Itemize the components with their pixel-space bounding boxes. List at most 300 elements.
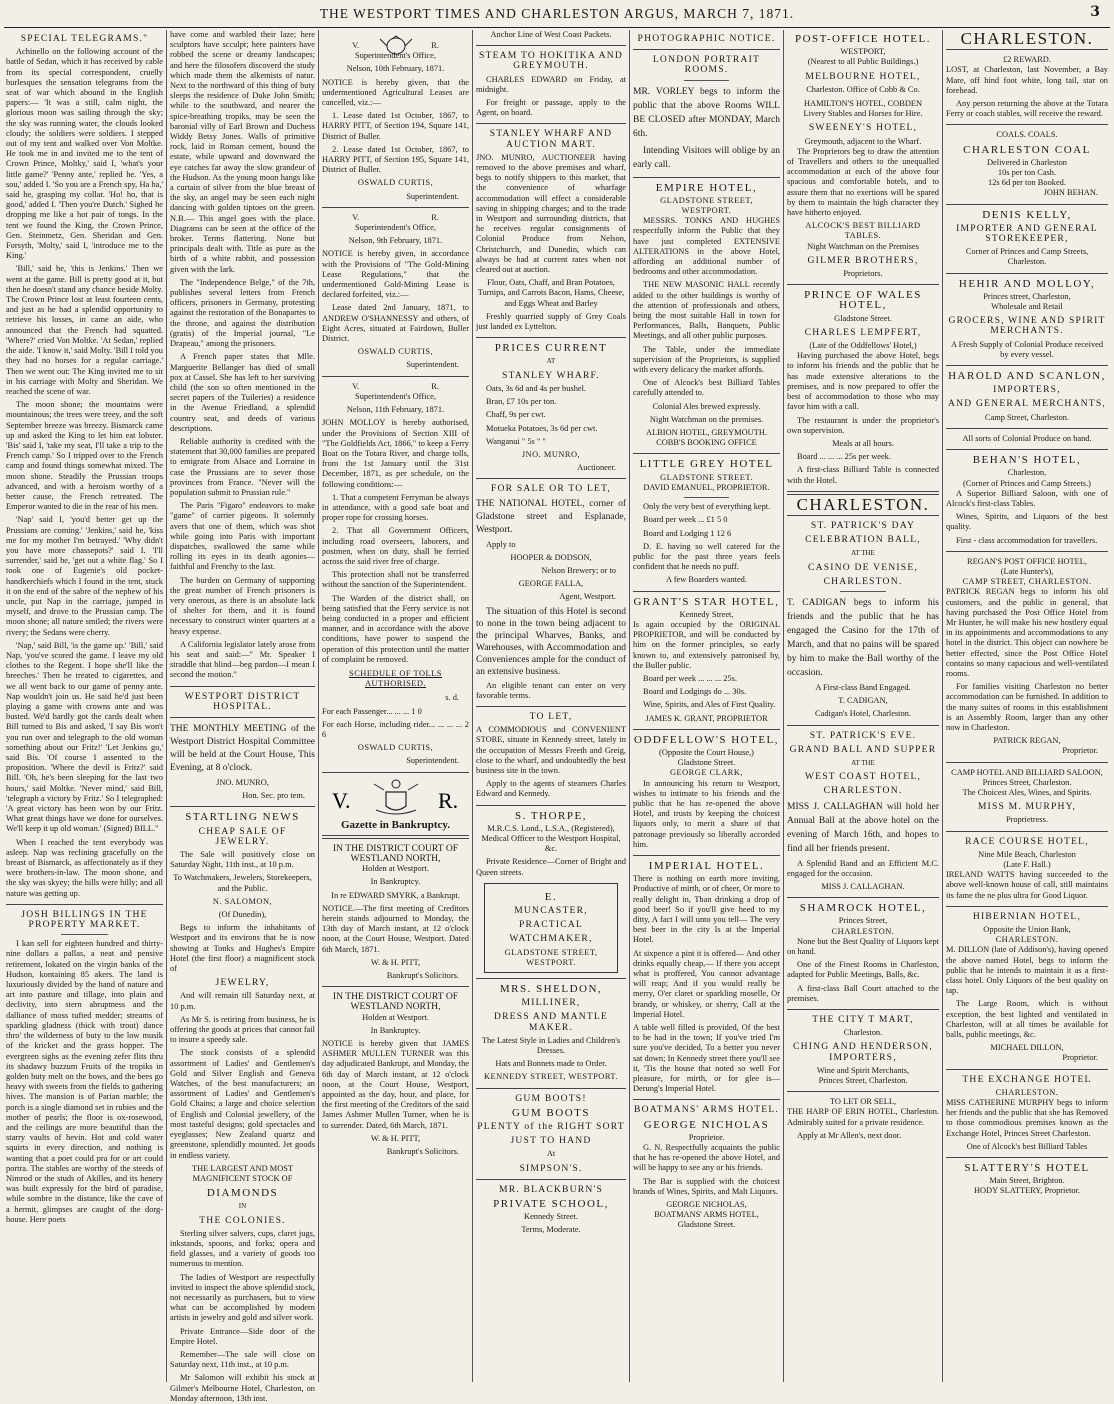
price-row: Board per week ... £1 5 0: [643, 515, 728, 525]
toll-row: For each Passenger... ... ... 1 0: [322, 706, 422, 716]
notice-office: Superintendent's Office,: [355, 223, 436, 233]
ad-text: Nine Mile Beach, Charleston: [978, 849, 1076, 859]
ad-name: N. SALOMON,: [212, 896, 273, 906]
notice-date: Nelson, 9th February, 1871.: [348, 236, 443, 246]
price-row: Chaff, 9s per cwt.: [486, 410, 546, 420]
ad-heading: HAMILTON'S HOTEL, COBDEN: [803, 99, 923, 109]
notice-office: Superintendent's Office,: [355, 391, 436, 401]
ad-text: Only the very best of everything kept.: [643, 502, 771, 512]
divider: [684, 497, 728, 498]
ad-heading: IMPERIAL HOTEL.: [648, 859, 765, 872]
ad-signature: Proprietor.: [1062, 1053, 1098, 1063]
masthead: [0, 0, 1114, 26]
poem-stanza: There is nothing on earth more inviting, Productive of mirth, or of cheer, Or more to really delight in, Than drinking a drop of good beer! So if you'll give heed to my ditty, A fact I will unto you tell— The very best beer in the city Is at the Imperial Hotel.: [633, 874, 780, 945]
ad-signature: Cadigan's Hotel, Charleston.: [815, 709, 911, 719]
ad-heading: TO LET,: [529, 710, 573, 722]
ad-text: The Latest Style in Ladies and Children's Dresses.: [481, 1035, 621, 1056]
ad-heading: RACE COURSE HOTEL,: [965, 835, 1089, 847]
ad-text: DAVID EMANUEL, PROPRIETOR.: [643, 482, 770, 492]
ad-text: ALCOCK'S BEST BILLIARD TABLES.: [805, 221, 921, 241]
ad-text: Camp Street, Charleston.: [984, 412, 1070, 422]
ad-text: The restaurant is under the proprietor's own supervision.: [787, 415, 939, 435]
article-heading: JOSH BILLINGS IN THE PROPERTY MARKET.: [21, 908, 148, 931]
ad-text: A first-class Ball Court attached to the premises.: [787, 983, 939, 1003]
ad-text: For families visiting Charleston no better accommodation can be furnished. In addition to the many suites of rooms in this establishment is an Assembly Room, larger than any other now in Charleston.: [946, 682, 1108, 732]
ad-text: ALBION HOTEL, GREYMOUTH.: [646, 428, 767, 438]
ad-text: WESTPORT,: [840, 47, 886, 57]
ad-text: (Nearest to all Public Buildings.): [807, 57, 919, 67]
ad-text: Gladstone Street.: [677, 758, 736, 768]
ad-heading: DRESS AND MANTLE MAKER.: [493, 1011, 609, 1033]
ad-text: THE NATIONAL HOTEL, corner of Gladstone street and Esplanade, Westport.: [476, 498, 626, 535]
column-rule: [166, 30, 167, 1382]
ad-text: And will remain till Saturday next, at 10 p.m.: [170, 991, 315, 1011]
ad-text: A first-class Billiard Table is connected with the Hotel.: [787, 465, 939, 485]
ad-heading: GEORGE NICHOLAS: [643, 1118, 770, 1131]
ad-text: LOST, at Charleston, last November, a Bay Mare, off hind foot white, long tail, star on forehead.: [946, 65, 1108, 95]
ad-text: THE HARP OF ERIN HOTEL, Charleston. Admirably suited for a private residence.: [787, 1107, 939, 1127]
price-row: Board and Lodging 1 12 6: [643, 528, 732, 538]
article-paragraph: 'Bill,' said he, 'this is Jenkins.' Then we went at the game. Bill is pretty good at it, but then he doesn't stand any chance beside Molty. The Crown Prince lost at least fourteen cents, and just as he had a splendid opportunity to retrieve his losses, in came an aide, who announced that the French had squatted. 'Where?' cried Von Moltke. 'At Sedan,' replied the aide. 'I know it,' said Molty. 'Bill I told you they had no horses for a regular carriage.' Then we went out: The King invited me to sit in his carriage with Molty and Sheridan. We reached the scene of war.: [6, 264, 163, 396]
ad-text: HOOPER & DODSON,: [510, 552, 592, 562]
ad-heading: LONDON PORTRAIT ROOMS.: [652, 54, 761, 76]
ad-heading: GRANT'S STAR HOTEL,: [633, 595, 780, 608]
ad-text: Kennedy Street,: [679, 609, 734, 619]
divider: [787, 725, 939, 726]
masthead-rule: [4, 27, 1110, 28]
ad-text: CHARLESTON.: [995, 1087, 1059, 1097]
ad-text: T. CADIGAN begs to inform his friends and the public that he has engaged the Casino for the 17th of March, and that no pains will be spared by him to make the Ball worthy of the occasion.: [787, 597, 939, 678]
ad-heading: CHARLES LEMPFERT,: [804, 326, 922, 338]
ad-heading: PLENTY of the RIGHT SORT: [477, 1121, 625, 1133]
toll-row: For each Horse, including rider... ... ... ... 2 6: [322, 719, 469, 739]
column-rule: [472, 30, 473, 1382]
ad-signature: HODY SLATTERY, Proprietor.: [973, 1186, 1081, 1196]
court-text: In re EDWARD SMYRK, a Bankrupt.: [331, 890, 460, 900]
ad-heading: TO LET OR SELL,: [829, 1097, 897, 1107]
ad-text: THE MONTHLY MEETING of the Westport District Hospital Committee will be held at the Court House, This Evening, at 8 o'clock.: [170, 724, 315, 773]
ad-text: Night Watchman on the premises.: [649, 414, 764, 424]
ad-heading: ST. PATRICK'S DAY: [810, 519, 916, 531]
ad-text: (Late of the Oddfellows' Hotel,): [809, 341, 917, 351]
ad-text: The Choicest Ales, Wines, and Spirits.: [962, 787, 1092, 797]
ad-text: An eligible tenant can enter on very favorable terms.: [476, 680, 626, 700]
ad-heading: WATCHMAKER,: [509, 933, 593, 945]
ad-text: As Mr S. is retiring from business, he is offering the goods at prices that cannot fail to insure a speedy sale.: [170, 1014, 315, 1045]
ad-heading: £2 REWARD.: [1003, 55, 1051, 65]
ad-text: The Table, under the immediate supervision of the Proprietors, is supplied with every delicacy the market affords.: [633, 344, 780, 375]
notice-signature: Superintendent.: [406, 756, 459, 766]
ad-heading: HIBERNIAN HOTEL,: [972, 910, 1082, 922]
ad-text: The Proprietors beg to draw the attention of Travellers and others to the unequalled accommodation at each of the above four spacious and comfortable hotels, and to assure them that no exertions will be spared by them to maintain the high character they have hitherto enjoyed.: [787, 146, 939, 218]
ad-text: Kennedy Street.: [524, 1212, 578, 1222]
ad-heading: SWEENEY'S HOTEL,: [808, 122, 918, 134]
ad-heading: CAMP HOTEL AND BILLIARD SALOON,: [951, 767, 1103, 777]
divider: [946, 831, 1108, 832]
ad-text: To Watchmakers, Jewelers, Storekeepers, and the Public.: [173, 873, 312, 893]
notice-text: This protection shall not be transferred without the sanction of the Superintendent.: [322, 570, 469, 590]
ad-text: JNO. MUNRO, AUCTIONEER having removed to the above premises and wharf, begs to notify shippers to this market, that the convenience of wharfage accommodation will effect a considerable saving in shipping charges; and to the trade in Westport and surrounding districts, that he receives regular consignments of Colonial Produce from Nelson, Christchurch, and Dunedin, which can always be had at current rates when not cleared out at auction.: [476, 152, 626, 275]
court-signature: Bankrupt's Solicitors.: [386, 971, 459, 981]
ad-text: Having purchased the above Hotel, begs to inform his friends and the public that he has made extensive alterations to the premises, and is now prepared to offer the best of accommodation to those who may favor him with a call.: [787, 351, 939, 412]
article-paragraph: 'Nap' said I, 'you'd better get up the Prussians are coming.' 'Jenkins,' said he, 'kiss me for my mother I'm betrayed.' 'Why didn't you have more chassepots?' said I. 'I'll surrender,' said he, 'get out a white flag.' So I took one of Eugenie's old pocket-handkerchiefs which I found in the tent, stuck it on the end of the sabre of the nephew of his uncle, put Nap in the carriage, jumped in myself, and drove to the Prussian camp. The moon shone; all nature smiled; the rivers were rivery; the Sedans were cherry.: [6, 515, 163, 637]
poem-stanza: A table well filled is provided, Of the best to be had in the town; If you've tried I'm sure you've decided, To a better you never sat down; In Kennedy street there you'll see it, 'Tis the house that noted so well For pleasure, for mirth, or for glee is— Derung's Imperial Hotel.: [633, 1023, 780, 1094]
ad-signature: Gladstone Street.: [677, 1220, 736, 1230]
divider: [840, 591, 886, 592]
divider: [946, 428, 1108, 429]
ad-heading: CHEAP SALE OF JEWELRY.: [198, 825, 287, 847]
ad-text: IN: [238, 1202, 247, 1211]
ad-heading: PRACTICAL: [518, 919, 584, 931]
price-row: Board per week ... ... ... 25s.: [643, 673, 737, 683]
ad-heading: FOR SALE OR TO LET,: [490, 483, 612, 495]
ad-text: A few Boarders wanted.: [666, 575, 747, 585]
divider: [633, 177, 780, 178]
ad-text: Nelson Brewery; or to: [541, 565, 616, 575]
ad-heading: CELEBRATION BALL,: [805, 534, 921, 546]
divider: [6, 904, 163, 905]
price-row: Wanganui " 5s " ": [486, 436, 546, 446]
notice-item: 1. Lease dated 1st October, 1867, to HARRY PITT, of Section 194, Square 141, District of Buller.: [322, 111, 469, 141]
ad-text: GLADSTONE STREET,: [660, 195, 753, 205]
court-heading: IN THE DISTRICT COURT OF WESTLAND NORTH,: [332, 991, 459, 1013]
ad-heading: COALS. COALS.: [996, 130, 1058, 140]
tolls-units: s. d.: [445, 693, 459, 703]
article-heading: SPECIAL TELEGRAMS.": [20, 33, 149, 44]
divider: [787, 284, 939, 285]
divider: [946, 204, 1108, 205]
article-paragraph: Achinello on the following account of the battle of Sedan, which it has received by cable from its special correspondent, cruelly burlesques the sensation telegrams from the seat of war which abound in the English papers:— 'It was a still, calm night, the glorious moon was sailing through the sky; the sky was running water, the clouds looked cloudy; the soldiers were soldiers. I stepped out of my tent and walked over Von Moltke. He took me in and invited me to the tent of Crown Prince, Moltky,' said I, 'what's your little game?' 'Penny ante,' replied he. 'Yes, a sou,' added I. 'So you are a French spy, Ha ha,' said he, grasping my collar. 'Ho! ho, that is good,' added I. 'Then you're Dutch.' Sighed he dropping me like a hot pair of tongs. In the tent we found the King, the Crown Prince, Gen. Steinmetz, Gen. Sheridan and Gen. Forsyth, 'Molty,' said I, 'introduce me to the King.': [6, 47, 163, 261]
ad-text: Colonial Ales brewed expressly.: [652, 401, 761, 411]
price-row: Board ... ... ... 25s per week.: [797, 452, 891, 462]
ad-text: Sterling silver salvers, cups, claret jugs, inkstands, spoons, and forks; opera and field glasses, and a variety of goods too numerous to mention.: [170, 1228, 315, 1269]
ad-text: MISS CATHERINE MURPHY begs to inform her friends and the public that she has Removed to those commodious premises known as the Exchange Hotel, Princes Street Charleston.: [946, 1098, 1108, 1138]
ad-text: Private Entrance—Side door of the Empire Hotel.: [170, 1326, 315, 1346]
notice-date: Nelson, 11th February, 1871.: [346, 405, 445, 415]
ad-text: Opposite the Union Bank,: [983, 925, 1071, 935]
ad-text: COBB'S BOOKING OFFICE: [656, 438, 757, 448]
ad-text: The Large Room, which is without exception, the best lighted and ventilated in Charleston, will at all times be available for balls, public meetings, &c.: [946, 999, 1108, 1040]
notice-signature: OSWALD CURTIS,: [357, 743, 434, 753]
ad-heading: AND GENERAL MERCHANTS,: [948, 398, 1106, 410]
ad-heading: MILLINER,: [521, 997, 581, 1009]
ad-text: A First-class Band Engaged.: [815, 682, 911, 692]
ad-heading: WESTPORT DISTRICT HOSPITAL.: [184, 690, 301, 712]
ad-text: Princes street, Charleston,: [983, 291, 1071, 301]
ad-signature: GEORGE NICHOLAS,: [666, 1200, 747, 1210]
ad-text: Hats and Bonnets made to Order.: [495, 1059, 607, 1069]
notice-signature: OSWALD CURTIS,: [357, 347, 434, 357]
divider: [684, 80, 728, 81]
divider: [946, 273, 1108, 274]
divider: [476, 478, 626, 479]
ad-heading: LITTLE GREY HOTEL: [639, 458, 774, 471]
ad-text: (Opposite the Court House,): [659, 747, 754, 757]
ad-text: Princes Street, Charleston.: [818, 1076, 908, 1086]
court-signature: W. & H. PITT,: [370, 957, 421, 967]
ad-heading: CHARLESTON.: [823, 575, 903, 587]
ad-signature: JNO. MUNRO,: [216, 778, 269, 787]
ad-text: One of Alcock's best Billiard Tables: [966, 1141, 1088, 1151]
ad-text: Wines, Spirits, and Liquors of the best quality.: [946, 512, 1108, 532]
ad-text: Princes Street,: [838, 916, 888, 926]
notice-text: NOTICE is hereby given, in accordance with the Provisions of "The Gold-Mining Lease Regulations," that the undermentioned Gold-Mining Lease is declared forfeited, viz.:—: [322, 249, 469, 300]
ad-signature: MICHAEL DILLON,: [990, 1043, 1064, 1053]
ad-heading: MELBOURNE HOTEL,: [805, 70, 921, 82]
column-7: [946, 30, 1108, 1382]
ad-text: CAMP STREET, CHARLESTON.: [962, 577, 1092, 587]
ad-heading: DIAMONDS: [206, 1187, 279, 1200]
ad-text: D. E. having so well catered for the public for the past three years feels confident that he needs no puff.: [633, 541, 780, 572]
notice-date: Nelson, 10th February, 1871.: [346, 64, 445, 74]
ad-text: KENNEDY STREET, WESTPORT.: [483, 1072, 619, 1082]
divider: [633, 1099, 780, 1100]
ad-heading: WEST COAST HOTEL,: [804, 771, 922, 783]
ad-text: A Fresh Supply of Colonial Produce received by every vessel.: [950, 339, 1104, 359]
poem-stanza: At sixpence a pint it is offered— And other drinks equally cheap,— If there you accept what is proffered, You cannot advantage will reap; And if you would really be merry, O'er claret or sparkling moselle, Or brandy, or whiskey, or sherry, Call at the Imperial Hotel.: [633, 948, 780, 1019]
divider: [476, 1179, 626, 1180]
ad-text: Princes Street, Charleston.: [982, 777, 1072, 787]
court-heading: IN THE DISTRICT COURT OF WESTLAND NORTH,: [332, 842, 459, 864]
ad-text: Flour, Oats, Chaff, and Bran Potatoes, Turnips, and Carrots Bacon, Hams, Cheese, and Eggs Wheat and Barley: [477, 278, 625, 308]
ad-text: AT THE: [851, 549, 875, 558]
ad-text: Wine and Spirit Merchants,: [816, 1065, 910, 1075]
ad-text: MESSRS. TONKS AND HUGHES respectfully inform the Public that they have just completed EXTENSIVE ALTERATIONS in the above Hotel, affording an additional number of bedrooms and other accommodation.: [633, 216, 780, 277]
divider: [787, 1091, 939, 1092]
divider: [787, 515, 939, 516]
ad-text: WESTPORT.: [526, 957, 576, 967]
column-rule: [942, 30, 943, 1382]
ad-text: 10s per ton Cash.: [997, 168, 1057, 178]
ad-text: (Late Hunter's),: [1000, 566, 1054, 576]
notice-signature: Superintendent.: [406, 191, 459, 201]
ad-text: In announcing his return to Westport, wishes to intimate to his friends and the public that he has re-opened the above Hotel, and trusts by keeping the choicest liquors only, to merit a share of that patronage previously so liberally accorded him.: [633, 778, 780, 849]
ad-text: The situation of this Hotel is second to none in the town being adjacent to the principal Wharves, Banks, and Warehouses, with Accommodation and Conveniences ample for the conduct of an extensive business.: [476, 606, 626, 677]
watchmaker-ad-box: [484, 883, 618, 973]
ad-text: THE NEW MASONIC HALL recently added to the other buildings is worthy of the attention of professionals and others, being the most suitable Hall in town for Performances, Balls, Banquets, Public Meetings, and all other public purposes.: [633, 280, 780, 341]
ad-text: At: [546, 1149, 556, 1159]
divider: [476, 805, 626, 806]
ad-text: None but the Best Quality of Liquors kept on hand.: [787, 936, 939, 956]
ad-text: Remember—The sale will close on Saturday next, 11th inst., at 10 p.m.: [170, 1349, 315, 1370]
ad-heading: BOATMANS' ARMS HOTEL.: [634, 1104, 779, 1116]
ad-text: Freshly quarried supply of Grey Coals just landed ex Lyttelton.: [476, 311, 626, 332]
ad-text: Terms, Moderate.: [521, 1225, 581, 1235]
ad-text: Proprietor.: [688, 1132, 725, 1142]
ad-text: A COMMODIOUS and CONVENIENT STORE, situate in Kennedy street, lately in the occupation of Messrs Freeth and Greig, close to the wharf, and undoubtedly the best business site in the town.: [476, 725, 626, 775]
ad-text: M. DILLON (late of Addison's), having opened the above named Hotel, begs to inform the public that he intends to maintain it as a first-class hotel. Only Liquors of the best quality on tap.: [946, 945, 1108, 996]
article-paragraph: A California legislator lately arose from his seat and said:—" Mr. Speaker I straddle that blind—beg pardon—I mean I second the motion.": [170, 639, 315, 680]
ad-heading: IMPORTER AND GENERAL STOREKEEPER,: [956, 222, 1098, 245]
ad-heading: JEWELRY,: [215, 977, 270, 989]
divider: [633, 453, 780, 454]
ad-heading: STEAM TO HOKITIKA AND GREYMOUTH.: [479, 50, 623, 72]
ad-heading: EMPIRE HOTEL,: [655, 181, 758, 194]
divider: [946, 365, 1108, 366]
ad-text: Delivered in Charleston: [986, 157, 1067, 167]
ad-heading: BEHAN'S HOTEL,: [972, 454, 1082, 467]
divider: [476, 978, 626, 979]
article-paragraph: have come and warbled their laze; here sculptors have scculpt; here painters have robbed the scene or dreamy landscapes; and here the filosofers discoverd the study which made them the alkemists of natur. Next to the northward of this thing of buty sleeps the residence of Duke John Smith; while to the southward, and nearer the spice-breathing tropiks, may be seen the baronial villy of Earl Brown and Duchess Widdy Betsy Jones. Walls of primitive rock, laid in Roman cement, bound the estate, while upward and downward the eye catches far away the slow grandeur of the Hudson. As the young moon hangs like a curtain of silver from the blue breast of the sky, an angel may be seen each night dancing with golden tiptoes on the green. N.B.— This angel goes with the place. Diagrams can be seen at the office of the broker. Terms flattering. None but principals dealt with. Title as pure as the birth of a white rabbit, and possession given with the lark.: [170, 30, 315, 274]
notice-item: 2. That all Government Officers, including road overseers, laborers, and postmen, when on duty, shall be ferried across the said river free of charge.: [322, 526, 469, 566]
ad-text: (Of Dunedin),: [218, 910, 267, 920]
notice-signature: Superintendent.: [406, 360, 459, 370]
ad-text: PATRICK REGAN begs to inform his old customers, and the public in general, that having purchased the Post Office Hotel from Mr Hunter, he will make his new hostlery equal in its appointments and accommodations to any hotel in the district. This object can nowhere be better effected, since the Post Office Hotel contains so many capacious and well-ventilated rooms.: [946, 587, 1108, 678]
column-3: [322, 30, 469, 1382]
ad-text: Any person returning the above at the Totara Ferry or coach stables, will receive the reward.: [946, 99, 1108, 119]
ad-text: Apply at Mr Allen's, next door.: [797, 1130, 902, 1140]
article-paragraph: The "Independence Belge," of the 7th, publishes several letters from French officers, prisoners in Germany, protesting against the restoration of the Bonapartes to the throne, and against the distribution (gratis) of the Imperial journal, "Le Drapeau," among the prisoners.: [170, 277, 315, 349]
divider: [476, 123, 626, 124]
notice-text: The Warden of the district shall, on being satisfied that the Ferry service is not being conducted in a proper and efficient manner, and in accordance with the above conditions, have power to suspend the operation of this protection until the matter of complaint be removed.: [322, 593, 469, 664]
ad-heading: DENIS KELLY,: [982, 208, 1072, 221]
ad-heading: PRIVATE SCHOOL,: [493, 1198, 609, 1211]
ad-text: Gladstone Street.: [834, 313, 892, 323]
column-rule: [318, 30, 319, 1382]
divider: [946, 1069, 1108, 1070]
court-signature: W. & H. PITT,: [370, 1133, 421, 1143]
court-text: Holden at Westport.: [362, 864, 429, 874]
ad-text: A Splendid Band and an Efficient M.C. engaged for the occasion.: [787, 858, 939, 878]
article-paragraph: The Paris "Figaro" endeavors to make "game" of carrier pigeons. It solemnly avers that one of them, which was shot while going into Paris with important dispatches, swallowed the same while rolling its eyes in its death agonies—faithful and Frenchy to the last.: [170, 501, 315, 572]
divider: [633, 49, 780, 50]
ad-heading: PHOTOGRAPHIC NOTICE.: [637, 33, 776, 44]
divider: [476, 1088, 626, 1089]
ad-heading: GILMER BROTHERS,: [807, 254, 919, 266]
ad-text: Agent, Westport.: [559, 592, 616, 602]
ad-heading: HEHIR AND MOLLOY,: [958, 277, 1096, 290]
ad-heading: SHAMROCK HOTEL,: [799, 902, 927, 915]
ad-signature: Proprietor.: [1062, 746, 1098, 756]
ad-heading: PRINCE OF WALES HOTEL,: [804, 289, 922, 312]
ad-text: (Late F. Hall.): [1003, 860, 1051, 869]
vr-monogram: V. R.: [352, 212, 439, 222]
court-text: In Bankruptcy.: [370, 1025, 421, 1035]
divider: [170, 806, 315, 807]
svg-text:R.: R.: [437, 787, 458, 813]
section-heading: CHARLESTON.: [960, 29, 1094, 48]
ad-signature: JAMES K. GRANT, PROPRIETOR: [645, 713, 768, 723]
ad-heading: REGAN'S POST OFFICE HOTEL,: [966, 556, 1087, 566]
ad-text: Greymouth, adjacent to the Wharf.: [804, 136, 922, 146]
ad-text: Charleston.: [843, 1028, 883, 1038]
court-text: NOTICE is hereby given that JAMES ASHMER MULLEN TURNER was this day adjudicated Bankrupt, and Monday, the 6th day of March instant, at 12 o'clock noon, at the Court House, Westport, appointed as the day, hour, and place, for the first meeting of the Creditors of the said James Ashmer Mullen Turner, when he is to surrender. Dated, 6th March, 1871.: [322, 1039, 469, 1130]
ad-text: AT THE: [851, 758, 875, 767]
court-text: Holden at Westport.: [362, 1012, 429, 1022]
divider: [476, 706, 626, 707]
ad-heading: THE EXCHANGE HOTEL: [962, 1073, 1092, 1085]
column-6: [787, 30, 939, 1382]
ad-heading: STANLEY WHARF.: [502, 369, 600, 381]
ad-text: Charleston,: [1007, 468, 1047, 478]
divider: [633, 591, 780, 592]
ad-text: MR. VORLEY begs to inform the public that the above Rooms WILL BE CLOSED after MONDAY, March 6th.: [633, 86, 780, 139]
ad-heading: THE COLONIES.: [199, 1214, 286, 1226]
ad-text: AT: [546, 357, 556, 366]
divider: [946, 124, 1108, 125]
ad-signature: BOATMANS' ARMS HOTEL,: [654, 1210, 759, 1220]
ad-text: The Sale will positively close on Saturday Night, 11th inst., at 10 p.m.: [170, 850, 315, 870]
ad-text: Anchor Line of West Coast Packets.: [490, 30, 612, 39]
section-heading: CHARLESTON.: [796, 494, 930, 514]
notice-office: Superintendent's Office,: [355, 51, 436, 61]
article-paragraph: 'Nap,' said Bill, 'is the game up.' 'Bill,' said Nap, 'you've scored the game. I leave my old clothes to the Regent. I hope she'll like the breeches.' Then he treated to cigarettes, and we all went back to our game of penny ante. Nap wouldn't join us. He said he'd just been playing a game with crowns ante and was busted. We'd hardly got the cards dealt when Bill turned to Bis and asked, 'I say Bis won't you run over and telegraph to the old woman something about our Fritz!' 'Let Jenkins go,' said Bis. 'Of course I assented to the proposition. 'Where the devil is Fritz?' said Bill. 'Oh, he's been sleeping for the last two hours,' said Moltke. 'Never mind,' said Bill, 'telegraph a victory by Fritz.' So I telegraphed: 'A great victory has been won by our Fritz. What great things have we done for ourselves. We'll keep it up old woman.' (Signed) BILL.": [6, 640, 163, 834]
ad-text: GEORGE FALLA,: [518, 579, 584, 589]
ad-text: WESTPORT.: [681, 206, 732, 216]
divider: [946, 906, 1108, 907]
ad-text: M.R.C.S. Lond., L.S.A., (Registered), Medical Officer to the Westport Hospital, &c.: [481, 823, 621, 854]
ad-heading: SIMPSON'S.: [519, 1162, 583, 1174]
divider: [633, 855, 780, 856]
ad-text: The Bar is supplied with the choicest brands of Wines, Spirits, and Malt Liquors.: [633, 1176, 780, 1196]
ad-text: Charleston. Office of Cobb & Co.: [806, 84, 920, 94]
notice-text: NOTICE is hereby given, that the undermentioned Agricultural Leases are cancelled, viz.:—: [322, 77, 469, 108]
ad-signature: Hon. Sec. pro tem.: [242, 791, 305, 801]
ad-text: Wine, Spirits, and Ales of First Quality.: [643, 700, 776, 710]
ad-heading: MR. BLACKBURN'S: [499, 1183, 603, 1195]
ad-heading: MISS M. MURPHY,: [977, 801, 1077, 813]
ad-text: Meals at all hours.: [832, 438, 894, 448]
ad-text: GLADSTONE STREET,: [504, 947, 598, 957]
divider: [476, 337, 626, 338]
price-row: Motueka Potatoes, 3s 6d per cwt.: [486, 423, 598, 433]
notice-item: Lease dated 2nd January, 1871, to ANDREW O'SHANNESSY and others, of Eight Acres, situated at Fairdown, Buller District.: [322, 303, 469, 344]
ad-text: G. N. Respectfully acquaints the public that he has re-opened the above Hotel, and will be happy to see any or his friends.: [633, 1143, 780, 1173]
column-5: [633, 30, 780, 1382]
ad-signature: Auctioneer.: [577, 463, 616, 473]
ad-text: CHARLESTON.: [831, 926, 895, 936]
column-rule: [783, 30, 784, 1382]
tolls-heading: SCHEDULE OF TOLLS AUTHORISED.: [349, 668, 442, 689]
ad-heading: CHING AND HENDERSON, IMPORTERS,: [793, 1041, 933, 1063]
divider: [787, 897, 939, 898]
divider: [322, 376, 469, 377]
ad-heading: GROCERS, WINE AND SPIRIT MERCHANTS.: [948, 315, 1106, 337]
ad-text: CHARLES EDWARD on Friday, at midnight.: [476, 74, 626, 94]
divider: [946, 762, 1108, 763]
ad-heading: CHARLESTON.: [823, 785, 903, 797]
price-row: Oats, 3s 6d and 4s per bushel.: [486, 383, 587, 393]
ad-text: One of the Finest Rooms in Charleston, adapted for Public Meetings, Balls, &c.: [787, 960, 939, 980]
divider: [322, 207, 469, 208]
ad-heading: STANLEY WHARF AND AUCTION MART.: [489, 128, 613, 150]
ad-text: Apply to the agents of steamers Charles Edward and Kennedy.: [476, 779, 626, 799]
vr-monogram: V. R.: [352, 381, 439, 391]
article-paragraph: When I reached the tent everybody was asleep. Nap was reclining gracefully on the breast of Bismarck, as affectionately as if they were brothers-in-law. The moon shone, and the sky was skyey; the hills were hilly; and all nature was getting up.: [6, 837, 163, 898]
ad-heading: THE LARGEST AND MOST MAGNIFICENT STOCK OF: [191, 1163, 294, 1183]
divider: [946, 551, 1108, 552]
ad-heading: ST. PATRICK'S EVE.: [809, 729, 917, 741]
ad-heading: THE CITY T MART,: [812, 1014, 914, 1025]
divider: [322, 835, 469, 839]
ad-text: Apply to: [486, 539, 516, 549]
ad-text: Mr Salomon will exhibit his stock at Gilmer's Melbourne Hotel, Charleston, on Monday afternoon, 13th inst.: [170, 1373, 315, 1403]
ad-signature: T. CADIGAN,: [838, 696, 888, 706]
ad-text: IRELAND WATTS having succeeded to the above well-known house of call, still maintains its fame the ne plus ultra for Good Liquor.: [946, 870, 1108, 900]
column-4: [476, 30, 626, 1382]
ad-text: Livery Stables and Horses for Hire.: [803, 109, 923, 119]
ad-heading: MRS. SHELDON,: [499, 983, 603, 995]
column-1: [6, 30, 163, 1382]
divider: [946, 1157, 1108, 1158]
vr-monogram: V. R.: [352, 41, 439, 50]
ad-signature: PATRICK REGAN,: [993, 736, 1061, 746]
ad-heading: HAROLD AND SCANLON,: [948, 370, 1106, 383]
court-signature: Bankrupt's Solicitors.: [386, 1147, 459, 1157]
ad-text: A Superior Billiard Saloon, with one of Alcock's first-class Tables.: [946, 488, 1108, 508]
court-text: In Bankruptcy.: [370, 877, 421, 887]
ad-text: Night Watchman on the Premises: [807, 241, 919, 251]
